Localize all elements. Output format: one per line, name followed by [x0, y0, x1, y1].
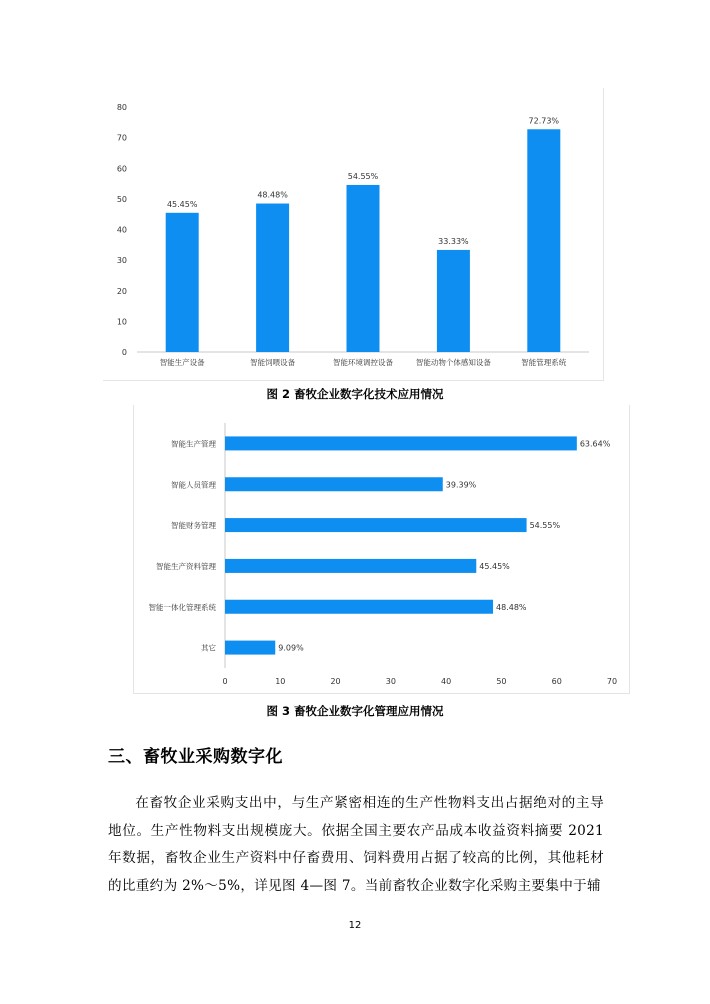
bar-value-label: 63.64%: [579, 439, 611, 449]
body-paragraph: 在畜牧企业采购支出中，与生产紧密相连的生产性物料支出占据绝对的主导地位。生产性物料支出规模庞大。依据全国主要农产品成本收益资料摘要 2021 年数据，畜牧企业生产资料中仔畜费用、饲料费用占据了较高的比例，其他耗材的比重约为 2%～5%，详见图 4—图 7。当前畜牧企业数字化采购主要集中于辅: [108, 795, 604, 894]
bar-value-label: 54.55%: [529, 521, 561, 531]
bar-value-label: 48.48%: [257, 190, 288, 200]
y-tick-label: 70: [116, 133, 127, 143]
x-category-label: 智能管理系统: [521, 358, 567, 367]
bar-value-label: 45.45%: [166, 199, 198, 209]
bar-value-label: 45.45%: [479, 561, 510, 571]
y-tick-label: 10: [116, 317, 127, 327]
y-tick-label: 60: [116, 164, 127, 174]
x-tick-label: 20: [330, 677, 341, 686]
y-tick-label: 50: [116, 194, 127, 204]
x-category-label: 智能动物个体感知设备: [415, 358, 491, 367]
bar: [225, 477, 443, 491]
bar: [437, 250, 470, 352]
management-application-chart: [133, 405, 630, 694]
bar: [527, 129, 560, 352]
figure-2-caption: 图 2 畜牧企业数字化技术应用情况: [266, 387, 444, 401]
bar: [225, 641, 275, 655]
bar: [225, 559, 476, 573]
y-category-label: 智能生产资料管理: [156, 561, 216, 571]
y-category-label: 智能人员管理: [171, 480, 216, 490]
x-tick-label: 70: [606, 677, 618, 686]
bar-value-label: 33.33%: [438, 236, 469, 246]
x-tick-label: 50: [496, 677, 507, 686]
x-tick-label: 30: [385, 677, 396, 686]
y-category-label: 其它: [201, 643, 216, 653]
page-number: 12: [348, 920, 362, 931]
bar: [347, 185, 380, 352]
y-category-label: 智能生产管理: [171, 439, 216, 449]
bar: [225, 600, 493, 614]
bar: [225, 518, 527, 532]
tech-application-chart: [103, 88, 604, 381]
bar: [166, 213, 199, 352]
management-application-bar-chart: [134, 405, 629, 693]
y-tick-label: 30: [116, 256, 127, 266]
x-category-label: 智能生产设备: [159, 358, 205, 367]
bar: [256, 204, 289, 352]
bar-value-label: 39.39%: [445, 480, 477, 490]
bar-value-label: 48.48%: [496, 602, 527, 612]
y-tick-label: 0: [121, 348, 127, 357]
figure-3-caption: 图 3 畜牧企业数字化管理应用情况: [266, 704, 444, 718]
y-tick-label: 20: [116, 286, 127, 296]
y-category-label: 智能一体化管理系统: [148, 602, 216, 612]
bar: [225, 436, 577, 450]
section-heading: 三、畜牧业采购数字化: [108, 747, 283, 767]
tech-application-bar-chart: [103, 88, 603, 380]
x-category-label: 智能环境调控设备: [333, 358, 393, 367]
bar-value-label: 72.73%: [528, 116, 560, 126]
x-category-label: 智能饲喂设备: [250, 358, 296, 367]
bar-value-label: 54.55%: [347, 171, 379, 181]
x-tick-label: 40: [441, 677, 452, 686]
y-tick-label: 40: [116, 225, 127, 235]
y-category-label: 智能财务管理: [171, 521, 216, 531]
x-tick-label: 60: [551, 677, 562, 686]
bar-value-label: 9.09%: [278, 643, 304, 653]
x-tick-label: 10: [275, 677, 286, 686]
x-tick-label: 0: [222, 677, 228, 686]
y-tick-label: 80: [116, 103, 127, 112]
